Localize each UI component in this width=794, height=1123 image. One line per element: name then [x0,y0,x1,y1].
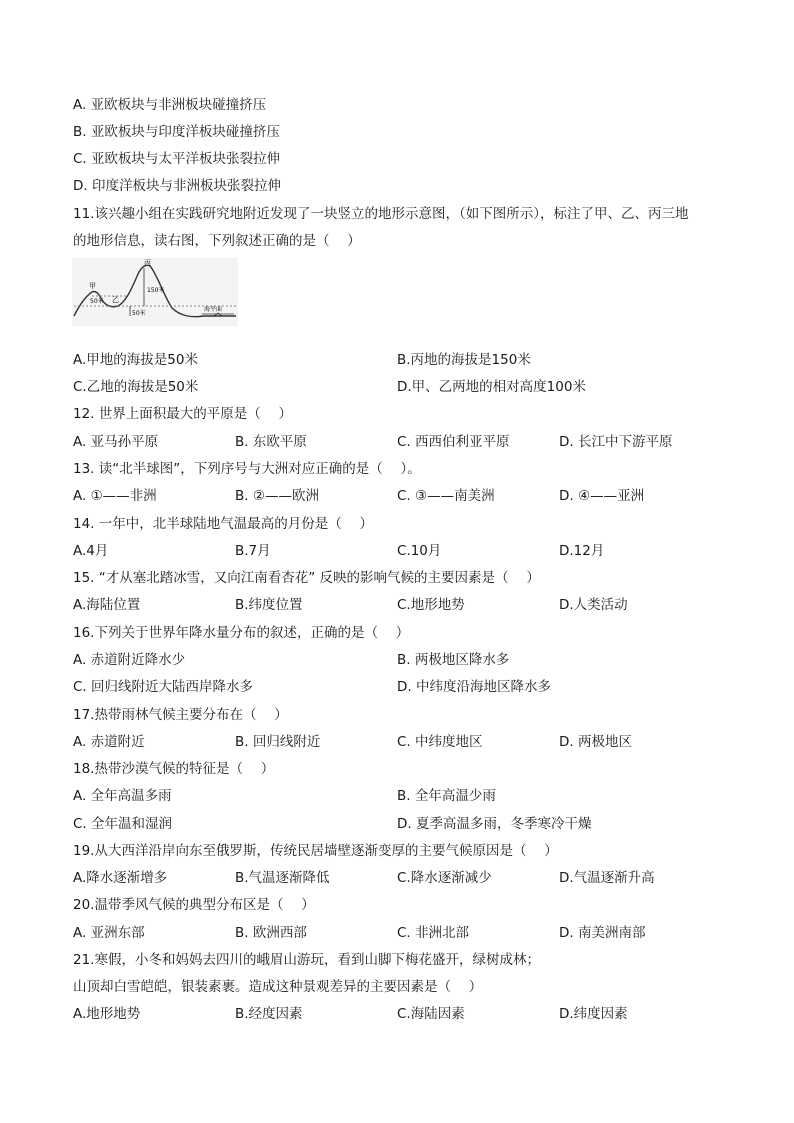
q12-stem: 12. 世界上面积最大的平原是（ ） [73,406,293,422]
q21-stem-line2: 山顶却白雪皑皑，银装素裹。造成这种景观差异的主要因素是（ ） [73,979,483,995]
q14-option-b: B.7月 [235,543,271,559]
q11-stem-line2: 的地形信息，读右图，下列叙述正确的是（ ） [73,233,361,249]
q11-stem-line1: 11.该兴趣小组在实践研究地附近发现了一块竖立的地形示意图，（如下图所示），标注了甲、乙、丙三地 [73,206,689,222]
q16-stem: 16.下列关于世界年降水量分布的叙述，正确的是（ ） [73,625,410,641]
q11-option-b: B.丙地的海拔是150米 [397,352,531,368]
q14-option-d: D.12月 [559,543,605,559]
q21-stem-line1: 21.寒假，小冬和妈妈去四川的峨眉山游玩，看到山脚下梅花盛开，绿树成林； [73,952,540,968]
q19-option-c: C.降水逐渐减少 [397,870,492,886]
q17-option-a: A. 赤道附近 [73,734,145,750]
q13-option-c: C. ③——南美洲 [397,488,495,504]
q16-option-b: B. 两极地区降水多 [397,652,510,668]
q15-option-d: D.人类活动 [559,597,628,613]
q19-option-a: A.降水逐渐增多 [73,870,168,886]
q15-option-a: A.海陆位置 [73,597,141,613]
q11-option-d: D.甲、乙两地的相对高度100米 [397,379,586,395]
q18-option-b: B. 全年高温少雨 [397,788,496,804]
q10-option-b: B. 亚欧板块与印度洋板块碰撞挤压 [73,124,280,140]
q15-option-b: B.纬度位置 [235,597,303,613]
q12-option-d: D. 长江中下游平原 [559,434,673,450]
q13-option-d: D. ④——亚洲 [559,488,645,504]
q20-option-a: A. 亚洲东部 [73,925,145,941]
q18-option-a: A. 全年高温多雨 [73,788,172,804]
q21-option-a: A.地形地势 [73,1006,141,1022]
q20-option-b: B. 欧洲西部 [235,925,307,941]
q12-option-c: C. 西西伯利亚平原 [397,434,510,450]
q17-stem: 17.热带雨林气候主要分布在（ ） [73,707,288,723]
q19-option-d: D.气温逐渐升高 [559,870,655,886]
label-jia: 甲 [89,282,96,290]
q18-option-c: C. 全年温和湿润 [73,816,173,832]
q17-option-d: D. 两极地区 [559,734,632,750]
q13-stem: 13. 读“北半球图”，下列序号与大洲对应正确的是（ ）。 [73,461,421,477]
q18-stem: 18.热带沙漠气候的特征是（ ） [73,761,275,777]
terrain-diagram [72,258,238,326]
q10-option-a: A. 亚欧板块与非洲板块碰撞挤压 [73,97,267,113]
q11-option-c: C.乙地的海拔是50米 [73,379,199,395]
q12-option-a: A. 亚马孙平原 [73,434,159,450]
q12-option-b: B. 东欧平原 [235,434,307,450]
q20-stem: 20.温带季风气候的典型分布区是（ ） [73,897,315,913]
label-50m-b: 50米 [132,310,146,317]
label-150m: 150米 [147,287,165,294]
q15-stem: 15. “才从塞北踏冰雪，又向江南看杏花” 反映的影响气候的主要因素是（ ） [73,570,540,586]
label-yi: 乙 [112,296,119,304]
q15-option-c: C.地形地势 [397,597,465,613]
q16-option-d: D. 中纬度沿海地区降水多 [397,679,551,695]
q20-option-c: C. 非洲北部 [397,925,470,941]
q16-option-a: A. 赤道附近降水少 [73,652,186,668]
q10-option-c: C. 亚欧板块与太平洋板块张裂拉伸 [73,151,281,167]
q19-stem: 19.从大西洋沿岸向东至俄罗斯，传统民居墙壁逐渐变厚的主要气候原因是（ ） [73,843,558,859]
label-bing: 丙 [144,259,151,267]
q10-option-d: D. 印度洋板块与非洲板块张裂拉伸 [73,178,281,194]
q17-option-b: B. 回归线附近 [235,734,321,750]
q18-option-d: D. 夏季高温多雨，冬季寒冷干燥 [397,816,592,832]
q13-option-a: A. ①——非洲 [73,488,157,504]
q21-option-b: B.经度因素 [235,1006,303,1022]
q14-option-c: C.10月 [397,543,442,559]
q13-option-b: B. ②——欧洲 [235,488,319,504]
label-50m-a: 50米 [90,298,104,305]
q11-option-a: A.甲地的海拔是50米 [73,352,198,368]
q16-option-c: C. 回归线附近大陆西岸降水多 [73,679,254,695]
q21-option-c: C.海陆因素 [397,1006,465,1022]
q21-option-d: D.纬度因素 [559,1006,628,1022]
q17-option-c: C. 中纬度地区 [397,734,483,750]
q20-option-d: D. 南美洲南部 [559,925,646,941]
q19-option-b: B.气温逐渐降低 [235,870,330,886]
q14-option-a: A.4月 [73,543,109,559]
q14-stem: 14. 一年中，北半球陆地气温最高的月份是（ ） [73,516,374,532]
label-sea-level: 海平面 [204,306,223,313]
